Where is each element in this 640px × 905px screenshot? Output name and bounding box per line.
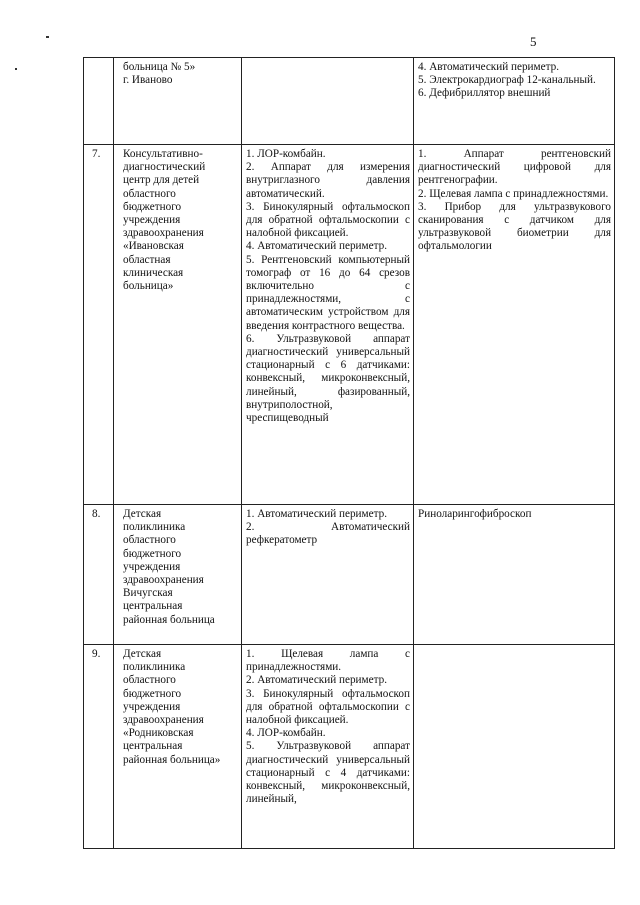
list-item: 2. Автоматический периметр.	[246, 674, 387, 687]
table-row	[84, 145, 615, 505]
organization-line: г. Иваново	[123, 74, 173, 87]
organization-line: больница № 5»	[123, 61, 196, 73]
organization-line: учреждения	[123, 700, 181, 713]
list-item: 1. Аппарат рентгеновский диагностический цифровой для рентгенографии.	[418, 148, 611, 187]
organization-cell	[114, 505, 242, 645]
organization-line: бюджетного	[123, 200, 182, 213]
list-item: 1. Автоматический периметр.	[246, 508, 387, 520]
list-item: 5. Электрокардиограф 12-канальный.	[418, 74, 596, 87]
organization-line: учреждения	[123, 214, 181, 227]
organization-line: районная больница»	[123, 753, 221, 766]
equipment-current-cell	[242, 505, 414, 645]
equipment-needed-cell	[414, 145, 615, 505]
organization-line: здравоохранения	[123, 574, 204, 587]
list-item: 3. Бинокулярный офтальмоскоп для обратной офтальмоскопии с налобной фиксацией.	[246, 687, 410, 727]
list-item: 2. Автоматический рефкератометр	[246, 521, 410, 547]
list-item: 2. Аппарат для измерения внутриглазного давления автоматический.	[246, 161, 410, 200]
scan-speck	[46, 36, 49, 38]
organization-line: клиническая	[123, 266, 184, 279]
page-number: 5	[530, 34, 537, 49]
list-item: 5. Рентгеновский компьютерный томограф от 16 до 64 срезов включительно с принадлежностями, с автоматическим устройством для введения контрастного вещества.	[246, 253, 410, 332]
organization-cell	[114, 145, 242, 505]
organization-line: Детская	[123, 508, 162, 520]
equipment-current-cell	[242, 58, 414, 145]
equipment-table	[83, 57, 615, 849]
organization-cell	[114, 58, 242, 145]
list-item: 1. Щелевая лампа с принадлежностями.	[246, 648, 410, 674]
row-number: 8.	[84, 505, 114, 645]
organization-cell	[114, 645, 242, 849]
organization-line: учреждения	[123, 560, 181, 573]
equipment-needed-cell	[414, 645, 615, 849]
organization-line: центр для детей	[123, 174, 200, 187]
list-item: 3. Прибор для ультразвукового сканирования с датчиком для ультразвуковой биометрии для офтальмологии	[418, 200, 611, 253]
organization-line: бюджетного	[123, 687, 182, 700]
row-number: 7.	[84, 145, 114, 505]
row-number: 9.	[84, 645, 114, 849]
table-row	[84, 505, 615, 645]
list-item: Риноларингофиброскоп	[418, 508, 532, 520]
equipment-needed-cell	[414, 505, 615, 645]
list-item: 4. Автоматический периметр.	[246, 240, 387, 253]
organization-line: областного	[123, 534, 176, 547]
organization-line: областная	[123, 253, 171, 266]
row-number	[84, 58, 114, 145]
equipment-current-cell	[242, 645, 414, 849]
list-item: 4. ЛОР-комбайн.	[246, 727, 326, 740]
list-item: 2. Щелевая лампа с принадлежностями.	[418, 187, 609, 200]
organization-line: «Родниковская	[123, 727, 194, 740]
organization-line: областного	[123, 674, 176, 687]
list-item: 3. Бинокулярный офтальмоскоп для обратной офтальмоскопии с налобной фиксацией.	[246, 200, 410, 240]
table-row	[84, 58, 615, 145]
list-item: 6. Дефибриллятор внешний	[418, 87, 551, 100]
organization-line: районная больница	[123, 613, 215, 626]
scan-speck	[15, 68, 17, 70]
organization-line: Консультативно-	[123, 148, 203, 160]
organization-line: поликлиника	[123, 521, 186, 534]
equipment-needed-cell	[414, 58, 615, 145]
organization-line: бюджетного	[123, 547, 182, 560]
organization-line: центральная	[123, 740, 183, 753]
organization-line: диагностический	[123, 161, 206, 174]
equipment-current-cell	[242, 145, 414, 505]
organization-line: «Ивановская	[123, 240, 184, 253]
list-item: 4. Автоматический периметр.	[418, 61, 559, 73]
list-item: 6. Ультразвуковой аппарат диагностический универсальный стационарный с 6 датчиками: конвексный, микроконвексный, линейный, фазированный, внутриполостной, чреспищеводный	[246, 332, 410, 425]
list-item: 5. Ультразвуковой аппарат диагностический универсальный стационарный с 4 датчиками: конвексный, микроконвексный, линейный,	[246, 740, 410, 806]
organization-line: областного	[123, 187, 176, 200]
organization-line: Детская	[123, 648, 162, 660]
table-row	[84, 645, 615, 849]
organization-line: центральная	[123, 600, 183, 613]
list-item: 1. ЛОР-комбайн.	[246, 148, 326, 160]
organization-line: Вичугская	[123, 587, 173, 600]
organization-line: здравоохранения	[123, 714, 204, 727]
organization-line: здравоохранения	[123, 227, 204, 240]
organization-line: больница»	[123, 280, 174, 293]
organization-line: поликлиника	[123, 661, 186, 674]
